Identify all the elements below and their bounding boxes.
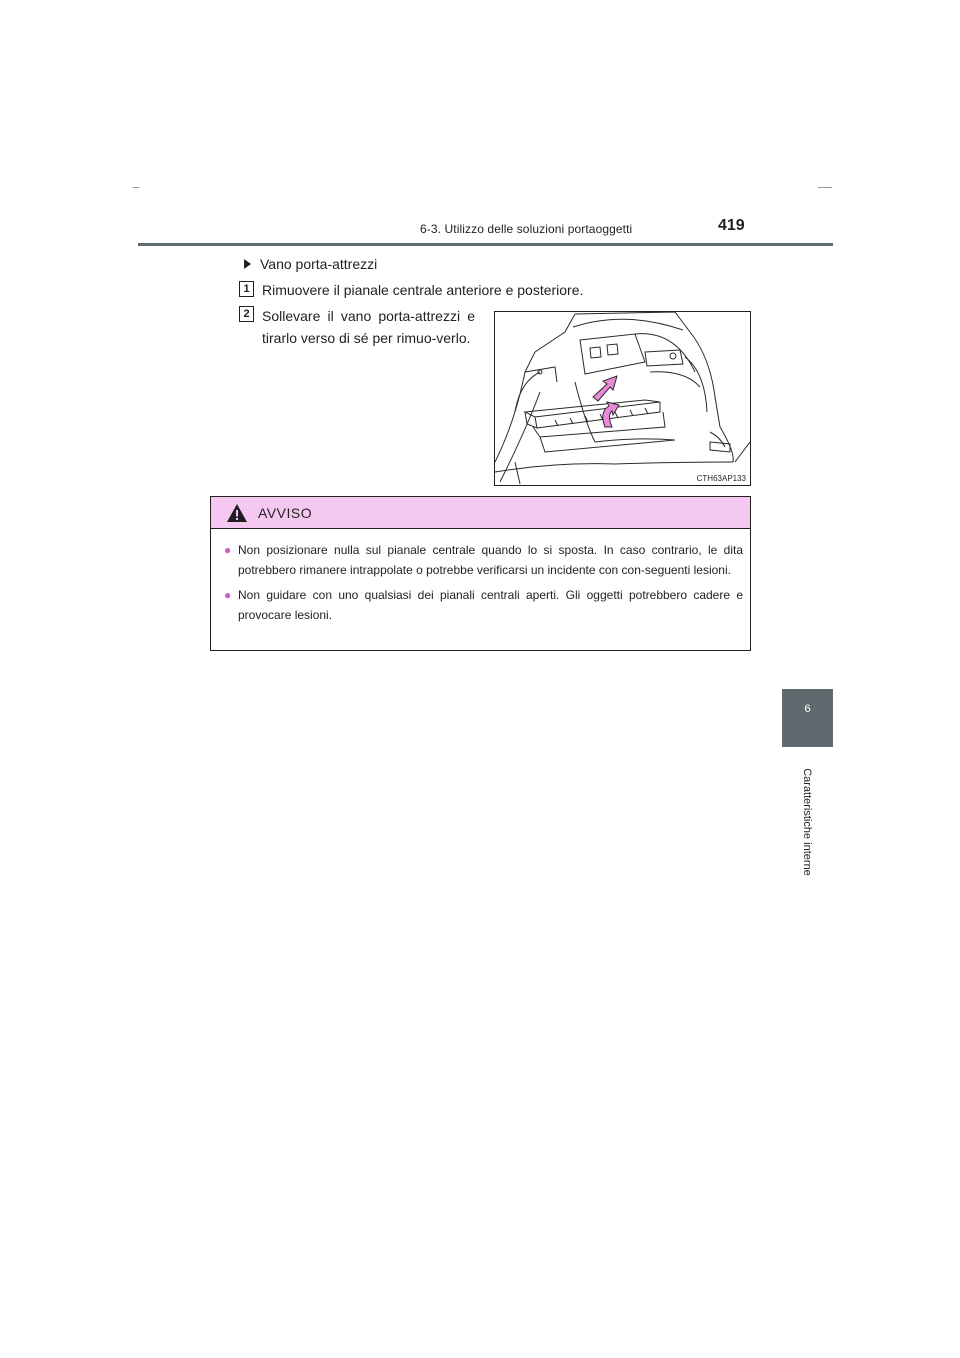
crop-mark-right xyxy=(818,187,832,188)
circle-bullet-icon: ● xyxy=(224,543,232,557)
lift-arrow-icon xyxy=(593,376,617,401)
chapter-side-label xyxy=(793,747,821,897)
figure-code: CTH63AP133 xyxy=(696,474,746,483)
warning-item xyxy=(224,540,743,580)
header-rule xyxy=(138,243,833,246)
warning-item-text: Non posizionare nulla sul pianale centrale quando lo si sposta. In caso contrario, le dita potrebbero rimanere intrappolate o potrebbe verificarsi un incidente con con-seguenti lesioni. xyxy=(238,543,743,577)
chapter-tab xyxy=(782,689,833,747)
header-section-title: 6-3. Utilizzo delle soluzioni portaoggetti xyxy=(420,222,633,236)
warning-box xyxy=(210,496,751,651)
warning-item xyxy=(224,585,743,625)
chapter-number: 6 xyxy=(804,703,811,715)
warning-body xyxy=(211,529,750,625)
cargo-area-drawing xyxy=(495,312,750,485)
page-number: 419 xyxy=(718,217,745,234)
step-text-1: Rimuovere il pianale centrale anteriore e posteriore. xyxy=(262,282,584,298)
warning-triangle-icon xyxy=(226,503,248,523)
warning-header xyxy=(211,497,750,529)
step-number-2: 2 xyxy=(239,306,254,322)
step-text-2: Sollevare il vano porta-attrezzi e tirarlo verso di sé per rimuo-verlo. xyxy=(262,308,475,346)
sub-heading xyxy=(244,256,377,272)
step-number-1: 1 xyxy=(239,281,254,297)
triangle-right-icon xyxy=(244,259,251,269)
circle-bullet-icon: ● xyxy=(224,588,232,602)
tool-tray-illustration xyxy=(494,311,751,486)
warning-item-text: Non guidare con uno qualsiasi dei pianali centrali aperti. Gli oggetti potrebbero cadere e provocare lesioni. xyxy=(238,588,743,622)
sub-heading-text: Vano porta-attrezzi xyxy=(260,256,378,272)
chapter-title: Caratteristiche interne xyxy=(801,768,814,876)
warning-title: AVVISO xyxy=(258,504,313,521)
crop-mark-left xyxy=(133,187,139,188)
